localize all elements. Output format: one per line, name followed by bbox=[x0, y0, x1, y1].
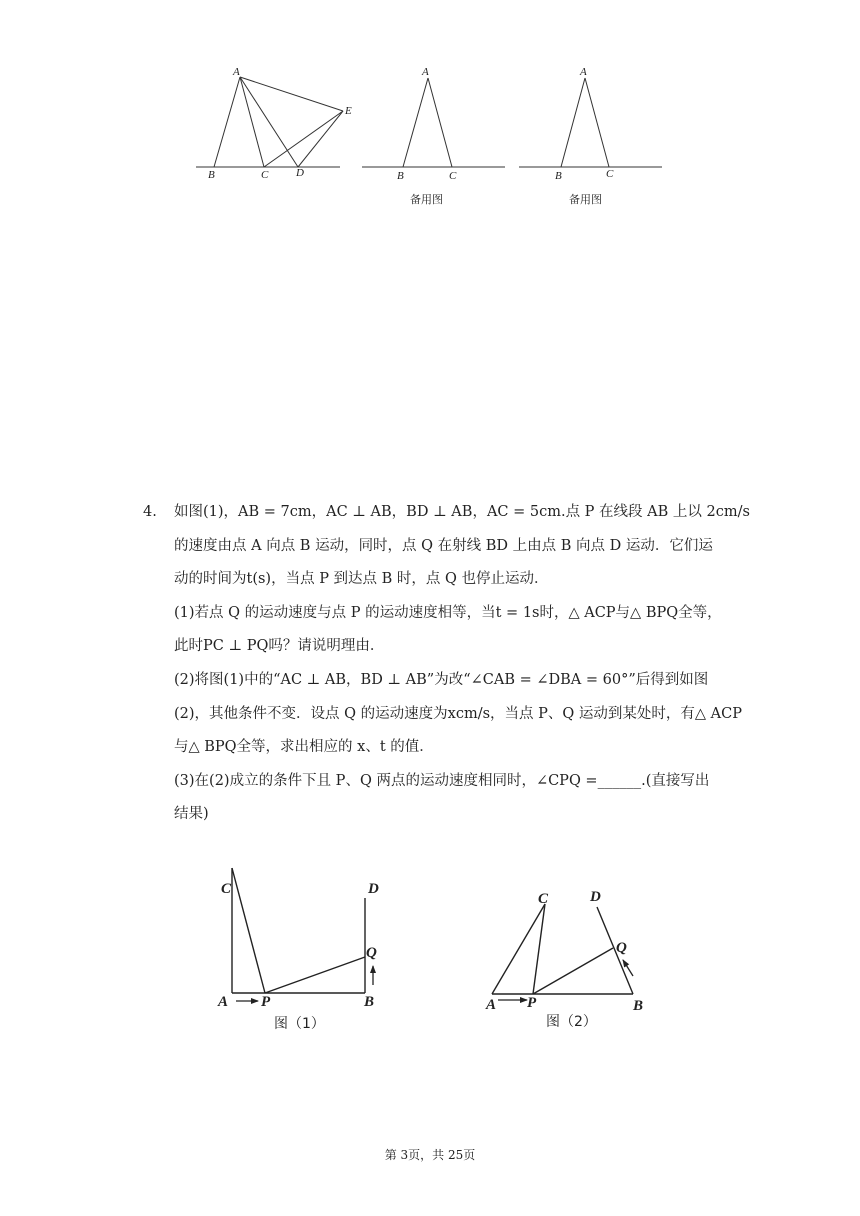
label-D: D bbox=[368, 881, 379, 897]
problem-line: 与△ BPQ全等，求出相应的 x、t 的值． bbox=[174, 739, 434, 756]
page-footer: 第 3页，共 25页 bbox=[384, 1148, 476, 1162]
label-C: C bbox=[538, 891, 549, 907]
caption-spare-1: 备用图 bbox=[410, 193, 443, 206]
label-D: D bbox=[296, 167, 304, 179]
label-A: A bbox=[422, 66, 429, 78]
figure-2 bbox=[492, 904, 633, 994]
label-Q: Q bbox=[366, 945, 377, 961]
label-C: C bbox=[221, 881, 232, 897]
problem-4 bbox=[143, 496, 750, 832]
label-E: E bbox=[345, 105, 352, 117]
label-B: B bbox=[397, 170, 404, 182]
figure-1 bbox=[232, 868, 365, 993]
problem-line: 此时PC ⊥ PQ吗？请说明理由． bbox=[174, 638, 385, 655]
label-B: B bbox=[633, 998, 644, 1014]
question-1: (1)若点 Q 的运动速度与点 P 的运动速度相等，当t = 1s时，△ ACP与△ BPQ全等， bbox=[174, 604, 722, 621]
label-C: C bbox=[449, 170, 457, 182]
label-B: B bbox=[555, 170, 562, 182]
question-3: (3)在(2)成立的条件下且 P、Q 两点的运动速度相同时，∠CPQ =______.(直接写出 bbox=[174, 772, 710, 789]
label-C: C bbox=[606, 168, 614, 180]
label-P: P bbox=[261, 994, 271, 1010]
problem-number: 4. bbox=[143, 504, 157, 520]
problem-line: (2)，其他条件不变．设点 Q 的运动速度为xcm/s，当点 P、Q 运动到某处时，有△ ACP bbox=[174, 705, 742, 722]
label-A: A bbox=[580, 66, 587, 78]
label-B: B bbox=[364, 994, 375, 1010]
arrow-icon bbox=[236, 966, 373, 1001]
label-A: A bbox=[486, 997, 497, 1013]
label-Q: Q bbox=[616, 940, 627, 956]
caption-figure-1: 图（1） bbox=[274, 1016, 325, 1032]
problem-line: 动的时间为t(s)，当点 P 到达点 B 时，点 Q 也停止运动． bbox=[174, 571, 549, 588]
label-D: D bbox=[590, 889, 601, 905]
figure-spare-1 bbox=[362, 78, 505, 167]
figure-spare-2 bbox=[519, 78, 662, 167]
caption-spare-2: 备用图 bbox=[569, 193, 602, 206]
problem-line: 如图(1)，AB = 7cm，AC ⊥ AB，BD ⊥ AB，AC = 5cm.点 P 在线段 AB 上以 2cm/s bbox=[174, 504, 750, 520]
label-A: A bbox=[233, 66, 240, 78]
problem-line: 的速度由点 A 向点 B 运动，同时，点 Q 在射线 BD 上由点 B 向点 D 运动．它们运 bbox=[174, 537, 713, 554]
top-figures bbox=[0, 0, 860, 215]
question-2: (2)将图(1)中的“AC ⊥ AB，BD ⊥ AB”为改“∠CAB = ∠DBA = 60°”后得到如图 bbox=[174, 671, 709, 688]
label-A: A bbox=[218, 994, 229, 1010]
bottom-figures bbox=[0, 860, 860, 1040]
caption-figure-2: 图（2） bbox=[546, 1014, 597, 1030]
figure-main-triangle bbox=[196, 77, 343, 167]
label-C: C bbox=[261, 169, 269, 181]
label-B: B bbox=[208, 169, 215, 181]
label-P: P bbox=[527, 995, 537, 1011]
problem-line: 结果) bbox=[174, 806, 209, 823]
